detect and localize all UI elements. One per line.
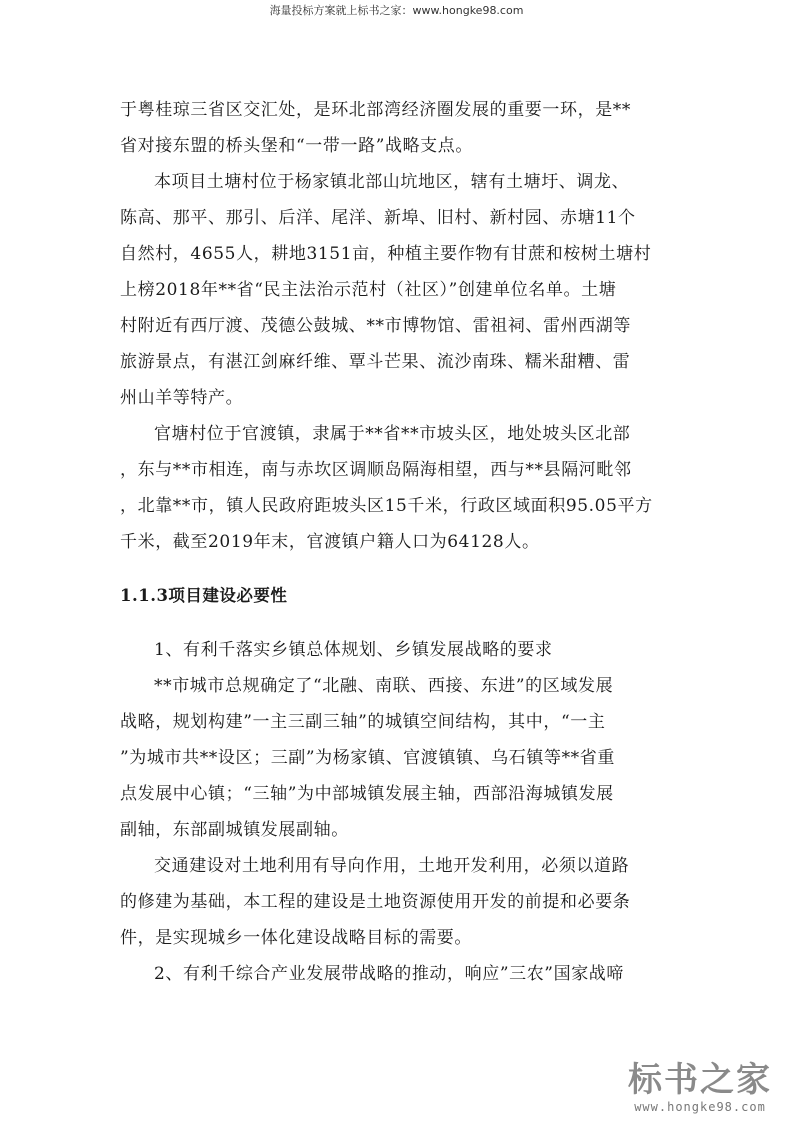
text-line: 官塘村位于官渡镇，隶属于**省**市坡头区，地处坡头区北部 [154,424,631,444]
text-line: ，北靠**市，镇人民政府距坡头区15千米，行政区域面积95.05平方 [120,496,653,516]
text-line: 千米，截至2019年末，官渡镇户籍人口为64128人。 [120,532,540,552]
document-body [120,92,676,992]
paragraph-urban-plan [120,668,676,848]
paragraph-tutang-village [120,164,676,416]
text-line: 自然村，4655人，耕地3151亩，种植主要作物有甘蔗和桉树土塘村 [120,244,652,264]
text-line: 点发展中心镇；“三轴”为中部城镇发展主轴，西部沿海城镇发展 [120,784,614,804]
text-line: 省对接东盟的桥头堡和“一带一路”战略支点。 [120,136,473,156]
paragraph-transport [120,848,676,956]
text-line: 副轴，东部副城镇发展副轴。 [120,820,349,840]
text-line: 陈高、那平、那引、后洋、尾洋、新埠、旧村、新村园、赤塘11个 [120,208,636,228]
text-line: 的修建为基础，本工程的建设是土地资源使用开发的前提和必要条 [120,892,631,912]
paragraph-guantang-village [120,416,676,560]
text-line: 旅游景点，有湛江剑麻纤维、覃斗芒果、流沙南珠、糯米甜糟、雷 [120,352,631,372]
text-line: 战略，规划构建”一主三副三轴”的城镇空间结构，其中，“一主 [120,712,606,732]
text-line: ，东与**市相连，南与赤坎区调顺岛隔海相望，西与**县隔河毗邻 [120,460,632,480]
text-line: 交通建设对土地利用有导向作用，土地开发利用，必须以道路 [154,856,630,876]
header-site-link[interactable]: 海量投标方案就上标书之家：www.hongke98.com [269,4,524,17]
text-line: ”为城市共**设区；三副”为杨家镇、官渡镇镇、乌石镇等**省重 [120,748,615,768]
text-line: 州山羊等特产。 [120,388,244,408]
numbered-item-1: 1、有利千落实乡镇总体规划、乡镇发展战略的要求 [154,640,553,660]
watermark-title: 标书之家 [628,1060,772,1100]
paragraph-region-location [120,92,676,164]
watermark-url: www.hongke98.com [634,1100,766,1114]
text-line: **市城市总规确定了“北融、南联、西接、东进”的区域发展 [154,676,614,696]
watermark-logo [625,1060,775,1114]
text-line: 村附近有西厅渡、茂德公鼓城、**市博物馆、雷祖祠、雷州西湖等 [120,316,631,336]
numbered-item-2: 2、有利千综合产业发展带战略的推动，响应”三农”国家战啼 [154,964,624,984]
section-heading: 1.1.3项目建设必要性 [120,586,288,605]
text-line: 本项目土塘村位于杨家镇北部山坑地区，辖有土塘圩、调龙、 [154,172,630,192]
text-line: 件，是实现城乡一体化建设战略目标的需要。 [120,928,472,948]
text-line: 上榜2018年**省“民主法治示范村（社区）”创建单位名单。土塘 [120,280,617,300]
text-line: 于粤桂琼三省区交汇处，是环北部湾经济圈发展的重要一环，是** [120,100,631,120]
